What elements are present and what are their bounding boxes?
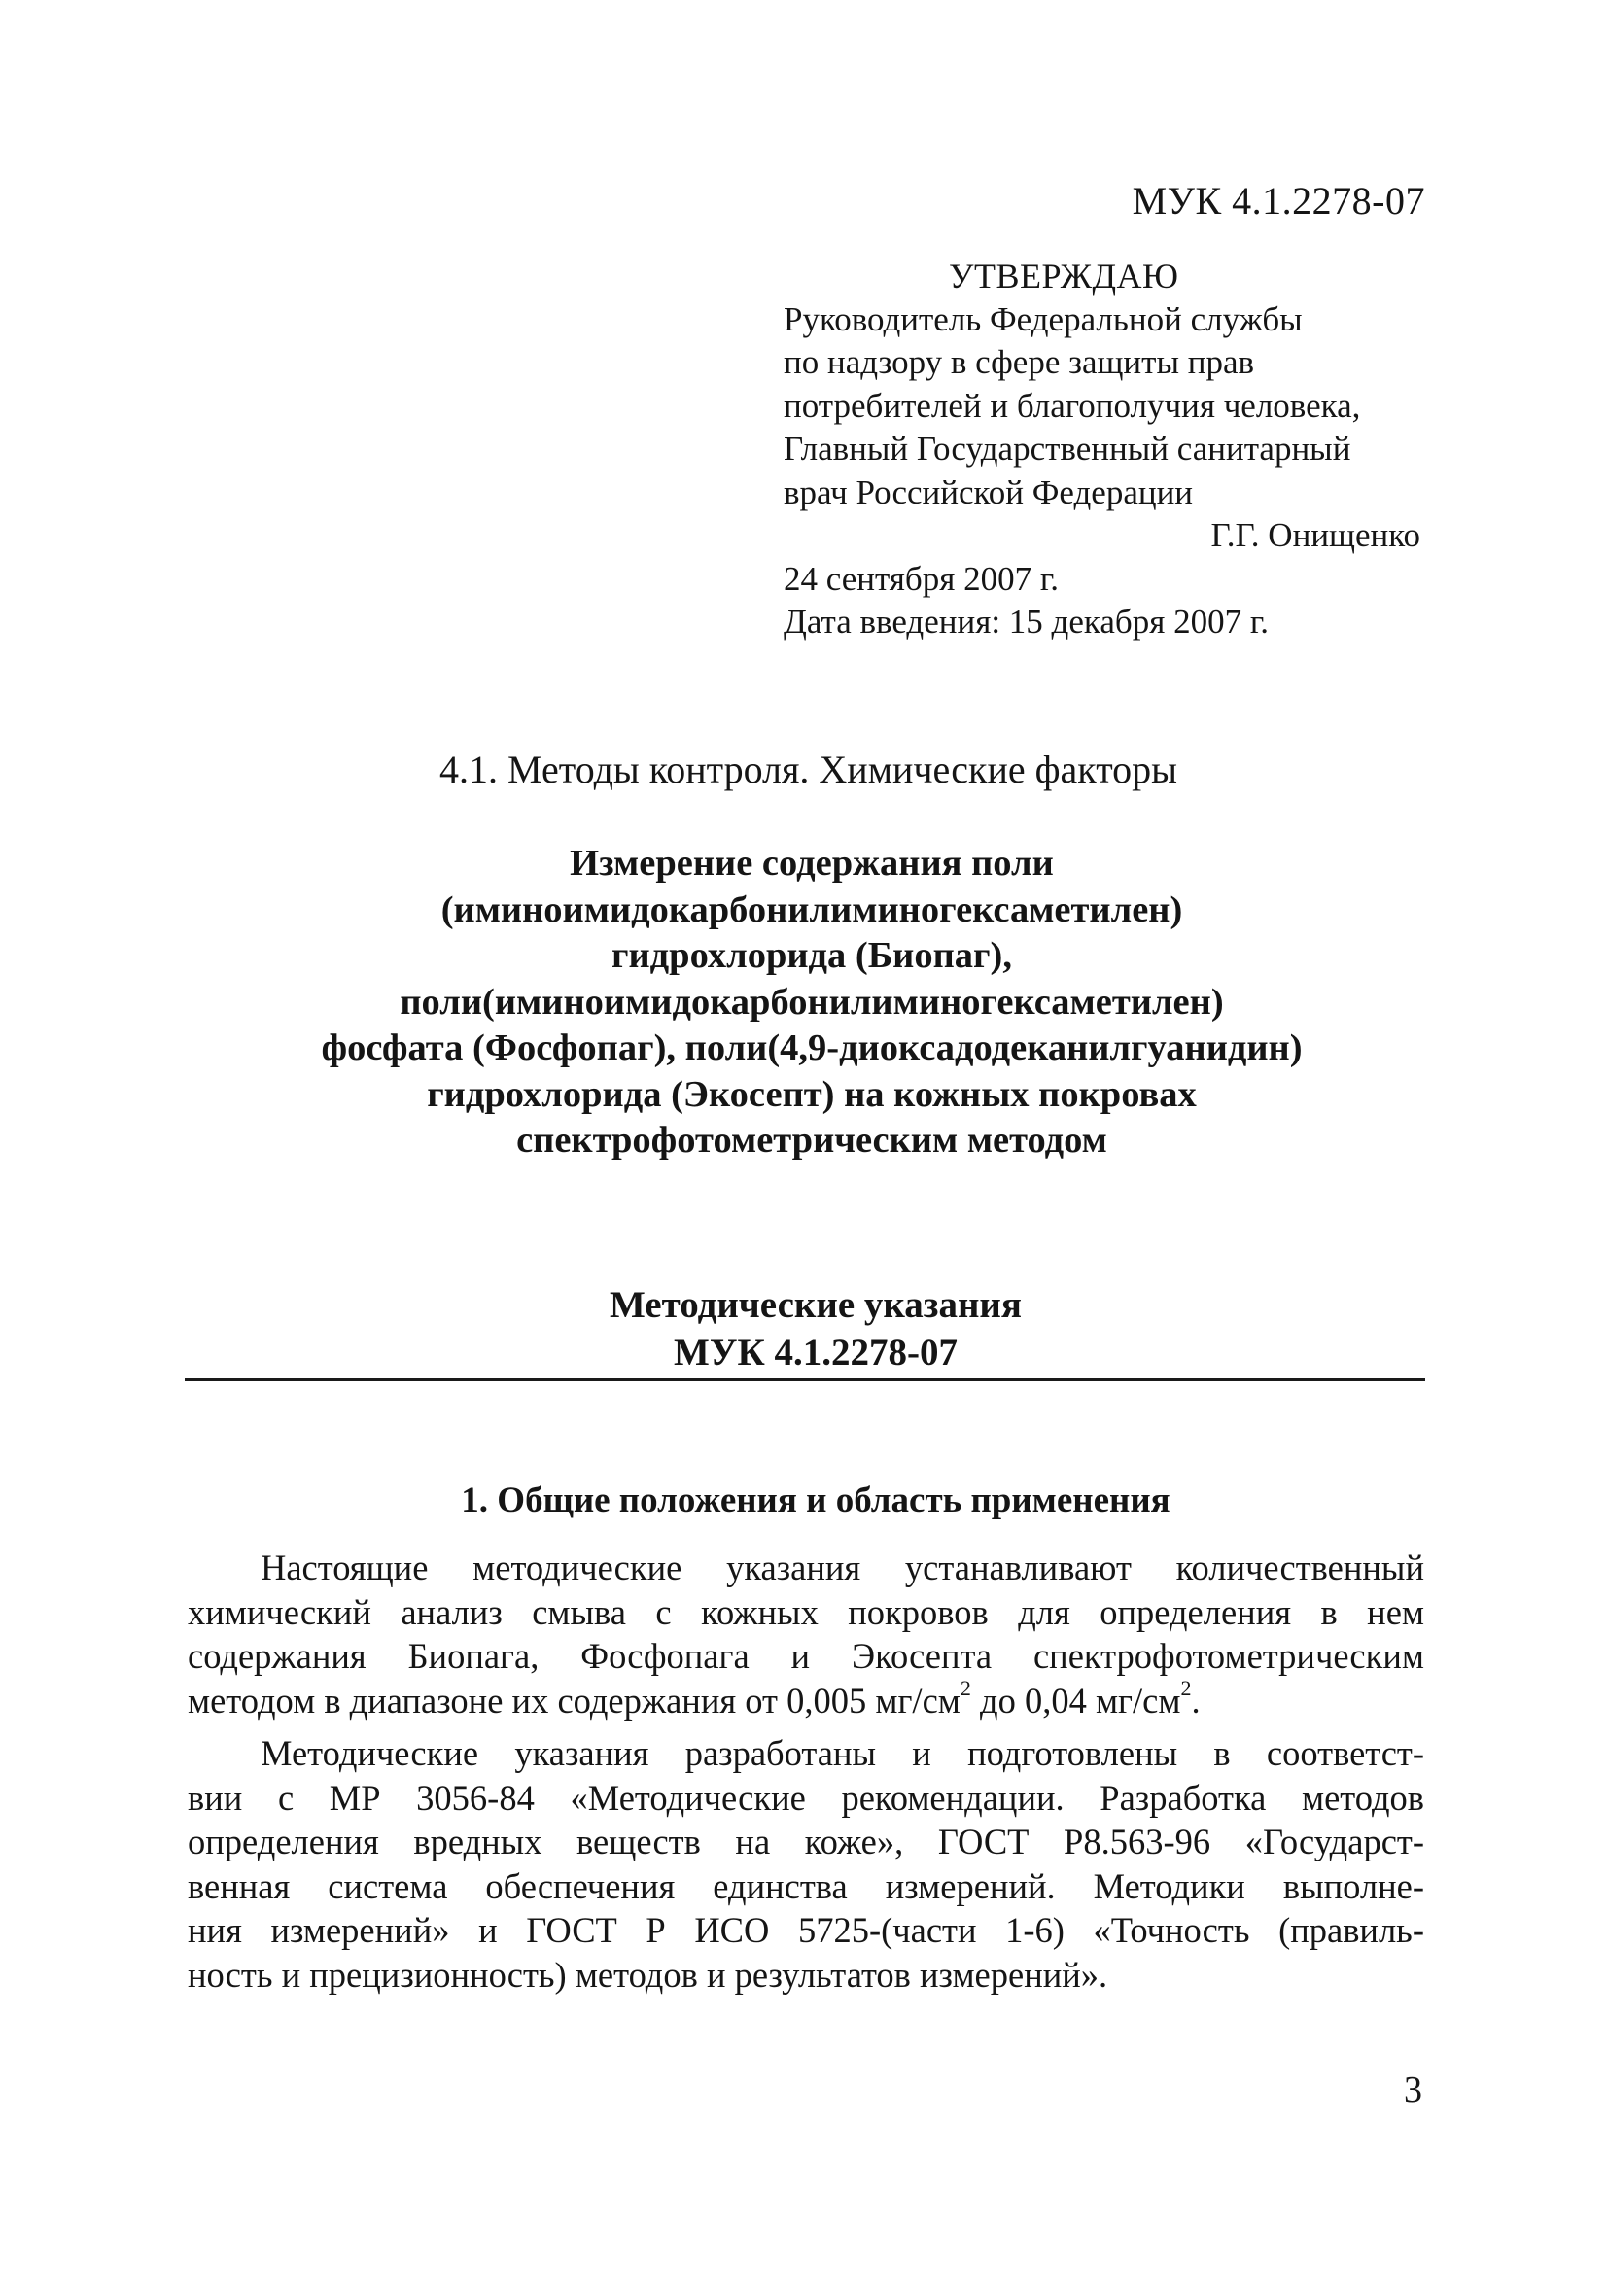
title-line: гидрохлорида (Экосепт) на кожных покровах	[427, 1073, 1197, 1115]
title-line: спектрофотометрическим методом	[516, 1120, 1107, 1161]
approval-line: Руководитель Федеральной службы	[784, 299, 1303, 338]
approve-word: УТВЕРЖДАЮ	[949, 257, 1179, 296]
title-line: фосфата (Фосфопаг), поли(4,9-диоксадодеканилгуанидин)	[321, 1027, 1303, 1068]
section-title: 1. Общие положения и область применения	[461, 1480, 1170, 1520]
paragraph-line: вии с МР 3056-84 «Методические рекомендации. Разработка методов	[188, 1777, 1424, 1818]
paragraph-line: Настоящие методические указания устанавливают количественный	[261, 1548, 1424, 1587]
document-code: МУК 4.1.2278-07	[1132, 179, 1425, 223]
approval-block	[784, 255, 1425, 644]
horizontal-rule	[185, 1378, 1425, 1381]
title-line: поли(иминоимидокарбонилиминогексаметилен)	[400, 981, 1224, 1023]
paragraph-line	[188, 1676, 1424, 1723]
superscript: 2	[960, 1676, 971, 1701]
approval-line: потребителей и благополучия человека,	[784, 386, 1361, 425]
paragraph-line: Методические указания разработаны и подготовлены в соответст-	[261, 1733, 1424, 1773]
paragraph-line: химический анализ смыва с кожных покровов для определения в нем	[188, 1591, 1424, 1632]
superscript: 2	[1180, 1676, 1192, 1701]
approval-line: Главный Государственный санитарный	[784, 430, 1351, 468]
paragraph-gap	[188, 1722, 1424, 1731]
paragraph-line: определения вредных веществ на коже», ГОСТ Р8.563-96 «Государст-	[188, 1822, 1424, 1861]
paragraph-line: венная система обеспечения единства измерений. Методики выполне-	[188, 1865, 1424, 1906]
title-line: гидрохлорида (Биопаг),	[611, 935, 1012, 976]
introduction-date: Дата введения: 15 декабря 2007 г.	[784, 603, 1269, 641]
text-run: методом в диапазоне их содержания от 0,005 мг/см	[188, 1680, 961, 1721]
approval-line: по надзору в сфере защиты прав	[784, 343, 1255, 381]
section-body	[188, 1546, 1424, 1997]
title-line: Измерение содержания поли	[570, 843, 1054, 884]
section-header: 4.1. Методы контроля. Химические факторы	[438, 748, 1178, 791]
guide-heading	[0, 1281, 1607, 1376]
paragraph-line: содержания Биопага, Фосфопага и Экосепта спектрофотометрическим	[188, 1636, 1424, 1676]
page-number: 3	[1404, 2070, 1422, 2110]
title-line: (иминоимидокарбонилиминогексаметилен)	[440, 888, 1183, 930]
guide-label: Методические указания	[609, 1284, 1022, 1326]
document-title	[194, 841, 1429, 1165]
approval-line: врач Российской Федерации	[784, 472, 1194, 511]
signer-name: Г.Г. Онищенко	[1210, 516, 1420, 554]
approval-date: 24 сентября 2007 г.	[784, 559, 1059, 598]
text-run: .	[1191, 1680, 1201, 1721]
guide-code: МУК 4.1.2278-07	[674, 1332, 958, 1374]
paragraph-line: ния измерений» и ГОСТ Р ИСО 5725-(части 1-6) «Точность (правиль-	[188, 1910, 1424, 1950]
paragraph-line: ность и прецизионность) методов и результатов измерений».	[188, 1954, 1108, 1995]
text-run: до 0,04 мг/см	[970, 1680, 1181, 1721]
